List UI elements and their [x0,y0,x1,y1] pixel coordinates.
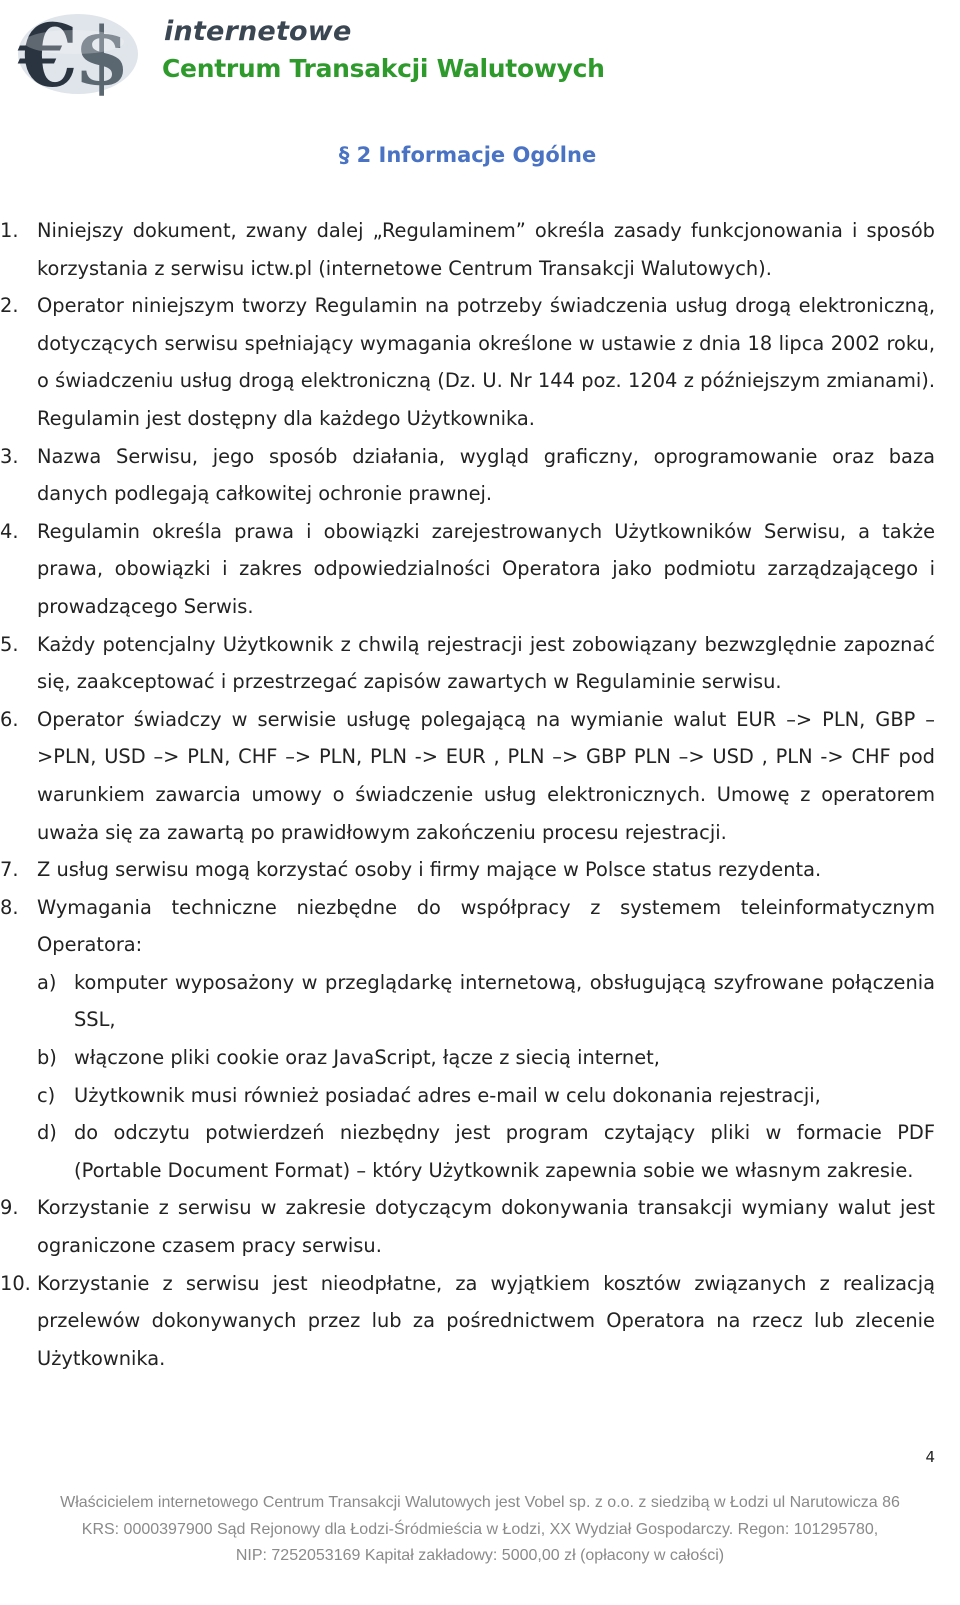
sub-list-item [37,1039,935,1077]
page-number: 4 [925,1448,935,1466]
item-text: Regulamin określa prawa i obowiązki zarejestrowanych Użytkowników Serwisu, a także prawa, obowiązki i zakres odpowiedzialności Operatora jako podmiotu zarządzającego i prowadzącego Serwis. [37,519,935,618]
sub-list-item [37,964,935,1039]
list-item [0,701,935,851]
item-number: 10. [0,1271,31,1295]
regulation-list [0,212,935,1377]
item-text: Operator niniejszym tworzy Regulamin na potrzeby świadczenia usług drogą elektroniczną, dotyczących serwisu spełniający wymagania określone w ustawie z dnia 18 lipca 2002 roku, o świadczeniu usług drogą elektroniczną (Dz. U. Nr 144 poz. 1204 z późniejszym zmianami). Regulamin jest dostępny dla każdego Użytkownika. [37,294,935,430]
list-item [0,851,935,889]
footer-line-2: KRS: 0000397900 Sąd Rejonowy dla Łodzi-Śródmieścia w Łodzi, XX Wydział Gospodarczy. Regon: 101295780, [81,1520,879,1538]
item-text: Każdy potencjalny Użytkownik z chwilą rejestracji jest zobowiązany bezwzględnie zapoznać się, zaakceptować i przestrzegać zapisów zawartych w Regulaminie serwisu. [37,632,935,694]
item-number: 5. [0,632,19,656]
list-item [0,1265,935,1378]
footer [0,1490,960,1570]
euro-dollar-logo-icon [14,4,146,100]
footer-line-3: NIP: 7252053169 Kapitał zakładowy: 5000,00 zł (opłacony w całości) [235,1547,725,1564]
item-number: 1. [0,219,19,242]
list-item [0,438,935,513]
list-item [0,212,935,287]
item-number: 7. [0,858,19,882]
item-text: Nazwa Serwisu, jego sposób działania, wygląd graficzny, oprogramowanie oraz baza danych podlegają całkowitej ochronie prawnej. [37,444,935,506]
sub-list-item [37,1077,935,1115]
item-text: Z usług serwisu mogą korzystać osoby i firmy mające w Polsce status rezydenta. [37,858,822,882]
brand-line-1: internetowe [164,16,352,47]
sub-item-letter: c) [37,1083,56,1107]
item-number: 4. [0,519,19,543]
sub-list-item [37,1114,935,1189]
item-number: 3. [0,444,19,468]
item-text: Operator świadczy w serwisie usługę polegającą na wymianie walut EUR –> PLN, GBP –>PLN, USD –> PLN, CHF –> PLN, PLN -> EUR , PLN –> GBP PLN –> USD , PLN -> CHF pod warunkiem zawarcia umowy o świadczenie usług elektronicznych. Umowę z operatorem uważa się za zawartą po prawidłowym zakończeniu procesu rejestracji. [37,707,935,844]
list-item [0,889,935,1190]
item-number: 9. [0,1196,19,1220]
item-text: Niniejszy dokument, zwany dalej „Regulaminem” określa zasady funkcjonowania i sposób korzystania z serwisu ictw.pl (internetowe Centrum Transakcji Walutowych). [37,219,935,280]
item-text: Korzystanie z serwisu jest nieodpłatne, za wyjątkiem kosztów związanych z realizacją przelewów dokonywanych przez lub za pośrednictwem Operatora na rzecz lub zlecenie Użytkownika. [37,1271,935,1370]
list-item [0,287,935,437]
sub-item-letter: d) [37,1121,57,1145]
svg-text:$: $ [74,9,130,100]
sub-item-text: do odczytu potwierdzeń niezbędny jest program czytający pliki w formacie PDF (Portable Document Format) – który Użytkownik zapewnia sobie we własnym zakresie. [74,1121,935,1182]
section-title: § 2 Informacje Ogólne [338,143,597,167]
item-text: Korzystanie z serwisu w zakresie dotyczącym dokonywania transakcji wymiany walut jest ograniczone czasem pracy serwisu. [37,1196,935,1258]
sub-item-text: włączone pliki cookie oraz JavaScript, łącze z siecią internet, [74,1046,660,1070]
header [14,4,634,100]
sub-item-letter: a) [37,970,57,994]
list-item [0,1189,935,1264]
list-item [0,626,935,701]
svg-text:€: € [18,6,78,100]
sub-item-letter: b) [37,1046,57,1070]
item-number: 2. [0,294,19,318]
brand-line-2: Centrum Transakcji Walutowych [162,54,605,83]
list-item [0,513,935,626]
item-number: 6. [0,707,19,731]
sub-item-text: Użytkownik musi również posiadać adres e-mail w celu dokonania rejestracji, [74,1083,821,1107]
item-number: 8. [0,895,19,919]
item-text: Wymagania techniczne niezbędne do współpracy z systemem teleinformatycznym Operatora: [37,895,935,957]
footer-line-1: Właścicielem internetowego Centrum Transakcji Walutowych jest Vobel sp. z o.o. z siedzibą w Łodzi ul Narutowicza 86 [60,1494,900,1511]
sub-item-text: komputer wyposażony w przeglądarkę internetową, obsługującą szyfrowane połączenia SSL, [74,970,935,1032]
